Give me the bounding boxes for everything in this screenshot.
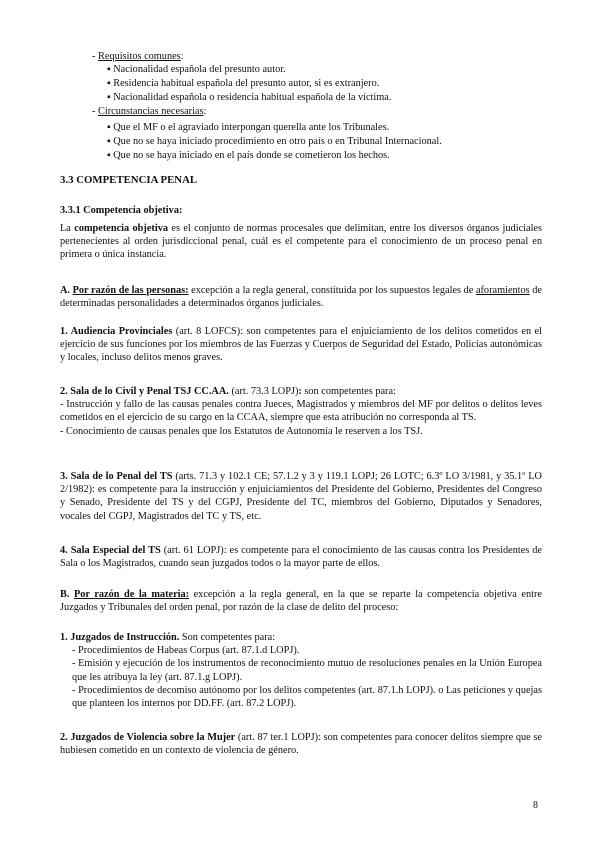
paragraph-sala-penal-ts: 3. Sala de lo Penal del TS (arts. 71.3 y 102.1 CE; 57.1.2 y 3 y 119.1 LOPJ; 26 LOTC; 6.3º LO 3/1981, y 35.1º LO 2/1982): es competente para la instrucción y enjuiciamientos del Presidente del Gobierno, Presidentes del Congreso y Senado, Presidente del TS y del CGPJ, Presidente del TC, miembros del Gobierno, Diputados y Senadores, vocales del CGPJ, Magistrados del TC y TS, etc. [60,471,542,522]
circumstances-label: Circunstancias necesarias [98,106,204,117]
requirements-label: Requisitos comunes [98,51,181,62]
subsection-title: 3.3.1 Competencia objetiva: [60,205,183,216]
list-item: ▪ Que no se haya iniciado procedimiento en otro país o en Tribunal Internacional. [107,136,442,147]
list-item: ▪ Que el MF o el agraviado interpongan querella ante los Tribunales. [107,122,390,133]
list-item: ▪ Residencia habitual española del presunto autor, si es extranjero. [107,78,380,89]
paragraph-tsj: 2. Sala de lo Civil y Penal TSJ CC.AA. (art. 73.3 LOPJ): son competentes para: - Instrucción y fallo de las causas penales contra Jueces, Magistrados y miembros del MF por delitos o delitos leves cometidos en el ejercicio de su cargo en la CCAA, siempre que esta atribución no corresponda al TS. - Conocimiento de causas penales que los Estatutos de Autonomía le reserven a los TSJ. [60,386,542,437]
paragraph-audiencia-provinciales: 1. Audiencia Provinciales (art. 8 LOFCS): son competentes para el enjuiciamiento de los delitos cometidos en el ejercicio de sus funciones por los miembros de las Fuerzas y Cuerpos de Seguridad del Estado, Policías autonómicas y locales, incluso delitos menos graves. [60,326,542,364]
section-title: 3.3 COMPETENCIA PENAL [60,174,198,186]
requirements-heading: - Requisitos comunes: [92,51,184,62]
paragraph-b-materia: B. Por razón de la materia: excepción a la regla general, en la que se reparte la competencia objetiva entre Juzgados y Tribunales del orden penal, por razón de la clase de delito del proceso: [60,589,542,614]
definition-paragraph: La competencia objetiva es el conjunto de normas procesales que delimitan, entre los diversos órganos judiciales pertenecientes al orden jurisdiccional penal, cuál es el competente para el conocimiento de un proceso penal en primera o única instancia. [60,223,543,261]
paragraph-violencia-mujer: 2. Juzgados de Violencia sobre la Mujer (art. 87 ter.1 LOPJ): son competentes para conocer delitos siempre que se hubiesen cometido en un contexto de violencia de género. [60,732,542,757]
paragraph-a-personas: A. Por razón de las personas: excepción a la regla general, constituida por los supuestos legales de aforamientos de determinadas personalidades a determinados órganos judiciales. [60,285,542,310]
list-item: ▪ Nacionalidad española del presunto autor. [107,64,286,75]
paragraph-juzgados-instruccion: 1. Juzgados de Instrucción. Son competentes para: - Procedimientos de Habeas Corpus (art. 87.1.d LOPJ). - Emisión y ejecución de los instrumentos de reconocimiento mutuo de resoluciones penales en la Unión Europea que les atribuya la ley (art. 87.1.g LOPJ). - Procedimientos de decomiso autónomo por los delitos competentes (art. 87.1.h LOPJ). o Las peticiones y quejas que planteen los internos por DD.FF. (art. 87.2 LOPJ). [60,632,542,710]
page-number: 8 [533,800,538,811]
list-item: ▪ Que no se haya iniciado en el país donde se cometieron los hechos. [107,150,390,161]
circumstances-heading: - Circunstancias necesarias: [92,106,207,117]
paragraph-sala-especial-ts: 4. Sala Especial del TS (art. 61 LOPJ): es competente para el conocimiento de las causas contra los Presidentes de Sala o los Magistrados, cuando sean juzgados todos o la mayor parte de ellos. [60,545,542,570]
list-item: ▪ Nacionalidad española o residencia habitual española de la víctima. [107,92,392,103]
